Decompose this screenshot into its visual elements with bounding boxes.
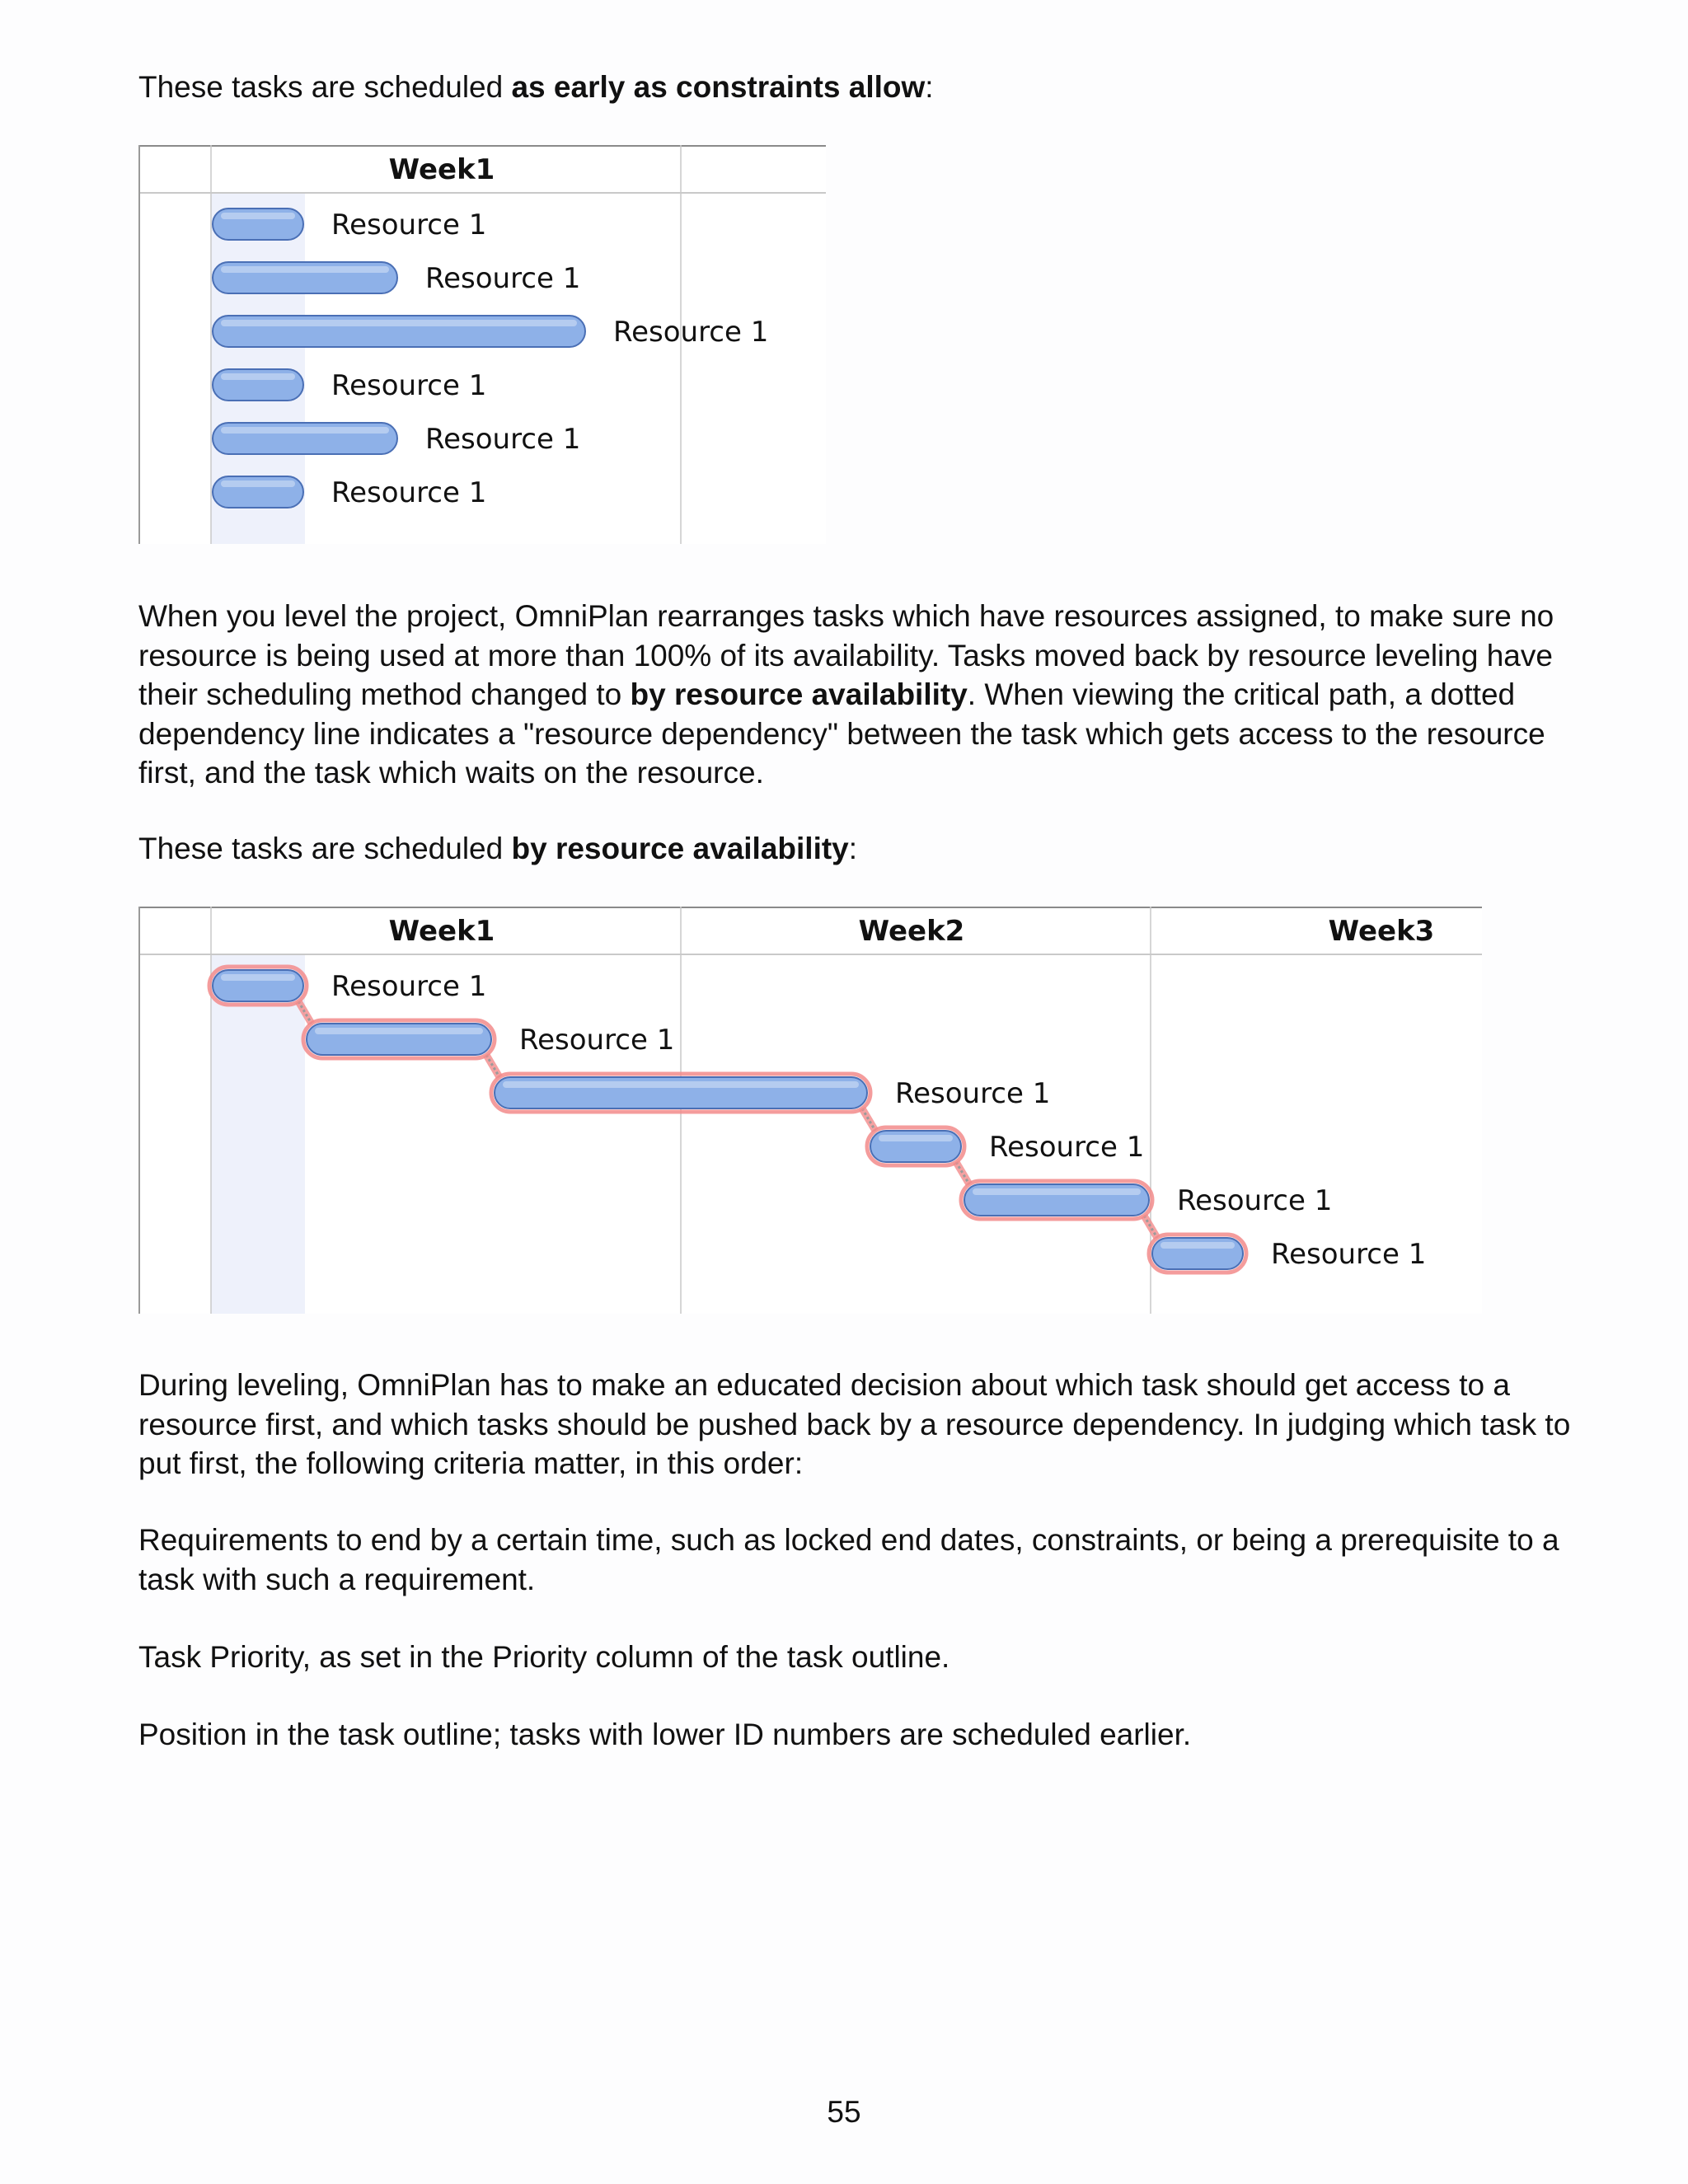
gantt-chart-early-svg <box>138 145 826 544</box>
intro-early-text: These tasks are scheduled <box>138 70 512 104</box>
task-bar-shine <box>221 974 295 981</box>
gantt-chart-early <box>138 145 826 544</box>
task-label: Resource 1 <box>519 1024 675 1057</box>
intro-sentence-availability <box>138 829 1573 869</box>
task-bar-shine <box>503 1081 859 1088</box>
intro-availability-bold: by resource availability <box>511 832 849 865</box>
week-label: Week3 <box>1328 915 1435 948</box>
leveling-text-2: . When viewing the critical path, a dotted dependency line indicates a "resource dependency" between the task which gets access to the resource first, and the task which waits on the resource. <box>138 677 1545 790</box>
task-label: Resource 1 <box>425 423 581 456</box>
intro-early-colon: : <box>925 70 934 104</box>
intro-early-bold: as early as constraints allow <box>511 70 926 104</box>
page-number: 55 <box>827 2095 861 2129</box>
task-bar-shine <box>221 427 389 434</box>
gantt-chart-leveled <box>138 907 1482 1314</box>
leveling-paragraph <box>138 597 1573 793</box>
task-label: Resource 1 <box>331 476 487 509</box>
task-label: Resource 1 <box>895 1077 1051 1110</box>
task-bar-shine <box>973 1188 1141 1195</box>
task-bar-shine <box>221 213 295 219</box>
task-bar-shine <box>879 1135 953 1141</box>
task-bar-shine <box>221 320 577 326</box>
criteria-item: Task Priority, as set in the Priority column of the task outline. <box>138 1640 950 1674</box>
task-label: Resource 1 <box>425 262 581 295</box>
task-bar-shine <box>221 266 389 273</box>
criteria-item: Position in the task outline; tasks with lower ID numbers are scheduled earlier. <box>138 1718 1192 1751</box>
task-bar-shine <box>221 373 295 380</box>
criteria-item: Requirements to end by a certain time, such as locked end dates, constraints, or being a prerequisite to a task with such a requirement. <box>138 1523 1559 1596</box>
week-label: Week1 <box>388 153 495 186</box>
task-label: Resource 1 <box>1271 1238 1427 1271</box>
leveling-bold: by resource availability <box>630 677 968 711</box>
task-bar-shine <box>315 1028 483 1034</box>
task-label: Resource 1 <box>331 369 487 402</box>
week-label: Week2 <box>858 915 965 948</box>
leveling-text-1: When you level the project, OmniPlan rearranges tasks which have resources assigned, to make sure no resource is being used at more than 100% of its availability. Tasks moved back by resource leveling have their scheduling method changed to <box>138 599 1554 711</box>
task-label: Resource 1 <box>989 1131 1145 1164</box>
decision-paragraph: During leveling, OmniPlan has to make an educated decision about which task should get access to a resource first, and which tasks should be pushed back by a resource dependency. In judging which task to put first, the following criteria matter, in this order: <box>138 1368 1571 1480</box>
intro-availability-colon: : <box>848 832 858 865</box>
today-column-highlight <box>211 955 305 1314</box>
task-label: Resource 1 <box>331 209 487 241</box>
task-label: Resource 1 <box>613 316 769 349</box>
task-bar-shine <box>221 480 295 487</box>
gantt-chart-leveled-svg <box>138 907 1482 1314</box>
task-label: Resource 1 <box>1177 1184 1333 1217</box>
task-label: Resource 1 <box>331 970 487 1003</box>
intro-availability-text: These tasks are scheduled <box>138 832 512 865</box>
intro-sentence-early <box>138 68 1573 107</box>
week-label: Week1 <box>388 915 495 948</box>
task-bar-shine <box>1160 1242 1235 1249</box>
